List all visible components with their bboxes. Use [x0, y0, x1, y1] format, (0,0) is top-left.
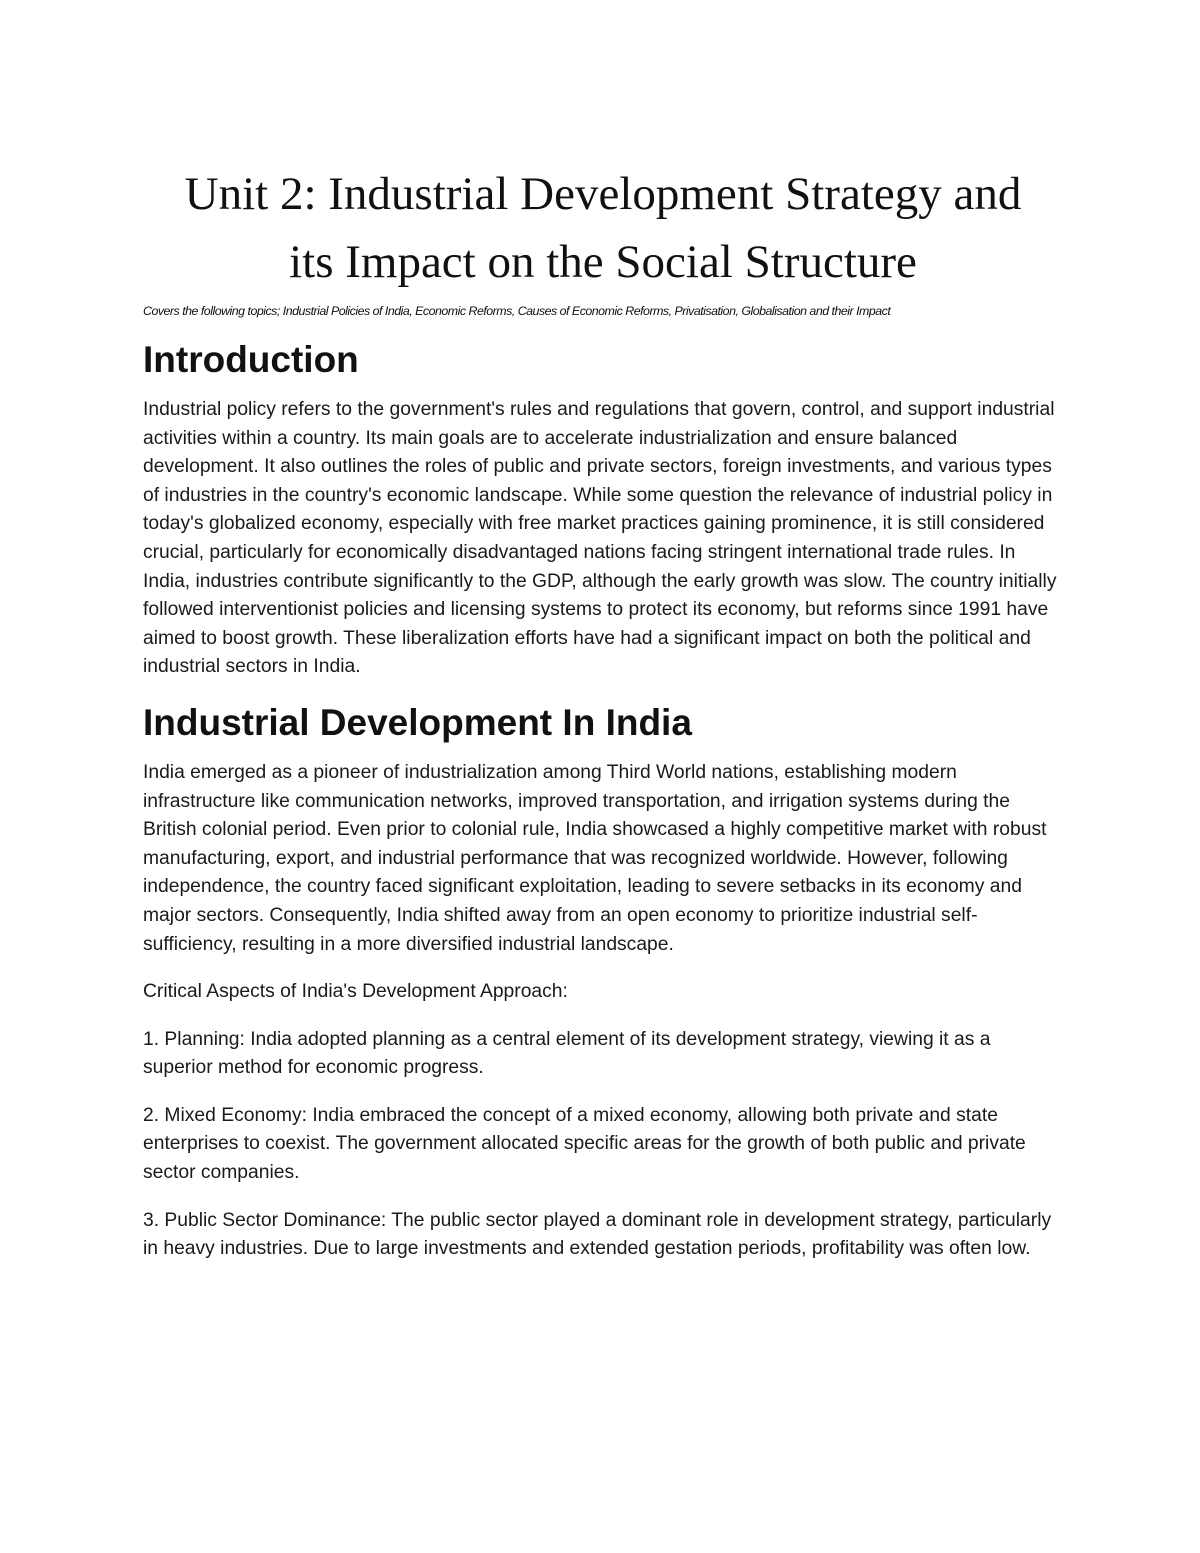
paragraph: Industrial policy refers to the government's rules and regulations that govern, control, and support industrial activities within a country. Its main goals are to accelerate industrialization and ensure balanced development. It also outlines the roles of public and private sectors, foreign investments, and various types of industries in the country's economic landscape. While some question the relevance of industrial policy in today's globalized economy, especially with free market practices gaining prominence, it is still considered crucial, particularly for economically disadvantaged nations facing stringent international trade rules. In India, industries contribute significantly to the GDP, although the early growth was slow. The country initially followed interventionist policies and licensing systems to protect its economy, but reforms since 1991 have aimed to boost growth. These liberalization efforts have had a significant impact on both the political and industrial sectors in India. [143, 399, 1057, 678]
paragraph-list-intro: Critical Aspects of India's Development Approach: [143, 981, 568, 1003]
list-item-planning: 1. Planning: India adopted planning as a central element of its development strategy, viewing it as a superior method for economic progress. [143, 1028, 991, 1079]
list-item-public-sector: 3. Public Sector Dominance: The public sector played a dominant role in development strategy, particularly in heavy industries. Due to large investments and extended gestation periods, profitability was often low. [143, 1209, 1052, 1260]
document-page [143, 160, 1063, 1283]
document-title-line-2: its Impact on the Social Structure [289, 236, 917, 288]
section-heading-introduction: Introduction [143, 339, 359, 380]
paragraph: India emerged as a pioneer of industrialization among Third World nations, establishing modern infrastructure like communication networks, improved transportation, and irrigation systems during the British colonial period. Even prior to colonial rule, India showcased a highly competitive market with robust manufacturing, export, and industrial performance that was recognized worldwide. However, following independence, the country faced significant exploitation, leading to severe setbacks in its economy and major sectors. Consequently, India shifted away from an open economy to prioritize industrial self-sufficiency, resulting in a more diversified industrial landscape. [143, 761, 1047, 955]
document-subtitle: Covers the following topics; Industrial Policies of India, Economic Reforms, Causes of Economic Reforms, Privatisation, Globalisation and their Impact [143, 304, 891, 318]
section-heading-industrial-development: Industrial Development In India [143, 701, 692, 743]
document-title-line-1: Unit 2: Industrial Development Strategy and [184, 168, 1022, 220]
section-industrial-development [143, 701, 1063, 1264]
list-item-mixed-economy: 2. Mixed Economy: India embraced the concept of a mixed economy, allowing both private and state enterprises to coexist. The government allocated specific areas for the growth of both public and private sector companies. [143, 1104, 1026, 1184]
document-title [143, 160, 1063, 296]
section-introduction [143, 338, 1063, 682]
